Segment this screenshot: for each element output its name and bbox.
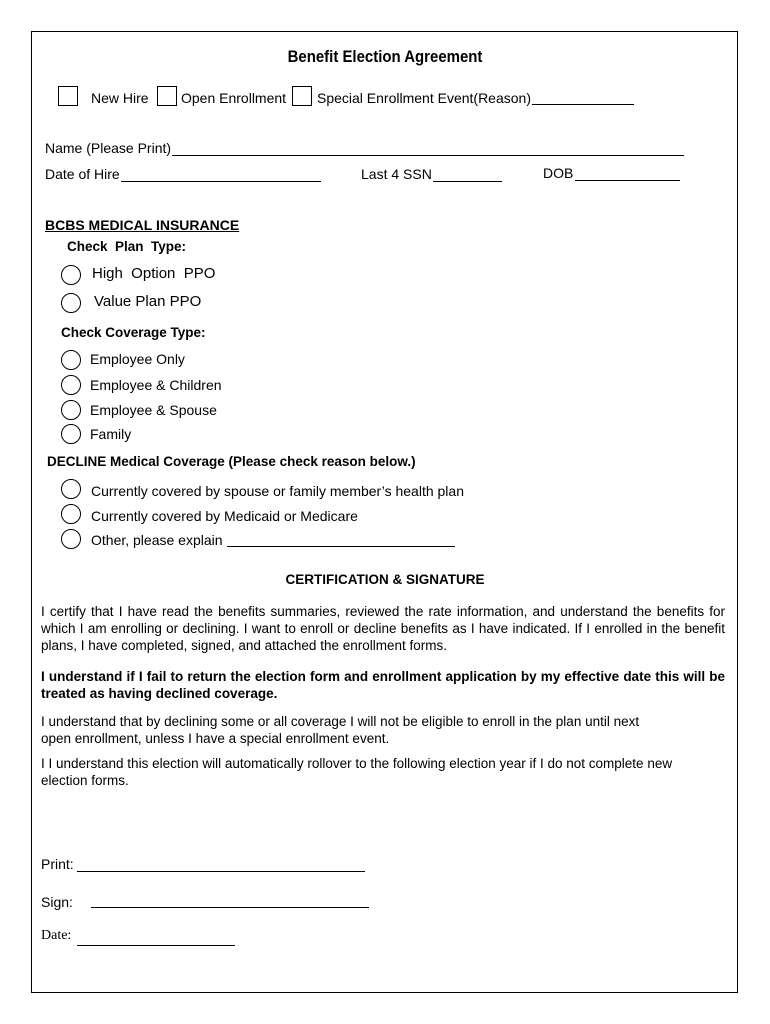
date-label: Date: xyxy=(41,928,72,943)
certification-paragraph-4-line-2: election forms. xyxy=(41,773,129,788)
value-plan-ppo-radio[interactable] xyxy=(61,293,81,313)
date-of-hire-label: Date of Hire xyxy=(45,166,120,182)
ssn-label: Last 4 SSN xyxy=(361,166,432,182)
dob-label: DOB xyxy=(543,165,574,181)
decline-other-label: Other, please explain xyxy=(91,532,223,548)
high-option-ppo-radio[interactable] xyxy=(61,265,81,285)
employee-only-radio[interactable] xyxy=(61,350,81,370)
date-field[interactable] xyxy=(77,945,235,946)
special-enrollment-checkbox[interactable] xyxy=(292,86,312,106)
certification-heading: CERTIFICATION & SIGNATURE xyxy=(285,572,485,587)
employee-spouse-radio[interactable] xyxy=(61,400,81,420)
decline-other-explain-field[interactable] xyxy=(227,546,455,547)
employee-spouse-label: Employee & Spouse xyxy=(90,402,217,418)
open-enrollment-label: Open Enrollment xyxy=(181,90,287,106)
decline-coverage-label: DECLINE Medical Coverage (Please check reason below.) xyxy=(47,454,416,469)
coverage-type-label: Check Coverage Type: xyxy=(61,325,206,340)
ssn-field[interactable] xyxy=(433,181,502,182)
dob-field[interactable] xyxy=(575,180,680,181)
high-option-ppo-label: High Option PPO xyxy=(92,265,216,282)
employee-children-label: Employee & Children xyxy=(90,377,222,393)
special-enrollment-label: Special Enrollment Event(Reason) xyxy=(317,90,531,106)
value-plan-ppo-label: Value Plan PPO xyxy=(94,293,202,310)
print-label: Print: xyxy=(41,856,74,872)
certification-paragraph-1: I certify that I have read the benefits summaries, reviewed the rate information, and understand the benefits for which I am enrolling or declining. I want to enroll or decline benefits as I have indicated. If I enrolled in the benefit plans, I have completed, signed, and attached the enrollment forms. xyxy=(41,604,725,653)
certification-paragraph-3-line-1: I understand that by declining some or all coverage I will not be eligible to enroll in the plan until next xyxy=(41,714,640,729)
decline-other-radio[interactable] xyxy=(61,529,81,549)
employee-only-label: Employee Only xyxy=(90,351,185,367)
certification-paragraph-2: I understand if I fail to return the election form and enrollment application by my effective date this will be treated as having declined coverage. xyxy=(41,669,725,701)
family-label: Family xyxy=(90,426,132,442)
new-hire-checkbox[interactable] xyxy=(58,86,78,106)
decline-medicaid-radio[interactable] xyxy=(61,504,81,524)
family-radio[interactable] xyxy=(61,424,81,444)
name-label: Name (Please Print) xyxy=(45,140,172,156)
sign-label: Sign: xyxy=(41,894,73,910)
medical-heading: BCBS MEDICAL INSURANCE xyxy=(45,217,240,233)
date-of-hire-field[interactable] xyxy=(121,181,321,182)
employee-children-radio[interactable] xyxy=(61,375,81,395)
decline-spouse-radio[interactable] xyxy=(61,479,81,499)
sign-field[interactable] xyxy=(91,907,369,908)
plan-type-label: Check Plan Type: xyxy=(67,239,187,254)
name-field[interactable] xyxy=(172,155,684,156)
decline-medicaid-label: Currently covered by Medicaid or Medicare xyxy=(91,508,358,524)
decline-spouse-label: Currently covered by spouse or family member’s health plan xyxy=(91,483,464,499)
open-enrollment-checkbox[interactable] xyxy=(157,86,177,106)
print-field[interactable] xyxy=(77,871,365,872)
new-hire-label: New Hire xyxy=(91,90,149,106)
special-reason-field[interactable] xyxy=(532,104,634,105)
certification-paragraph-4-line-1: I I understand this election will automatically rollover to the following election year if I do not complete new xyxy=(41,756,673,771)
certification-paragraph-3-line-2: open enrollment, unless I have a special enrollment event. xyxy=(41,731,390,746)
form-title: Benefit Election Agreement xyxy=(287,47,483,66)
